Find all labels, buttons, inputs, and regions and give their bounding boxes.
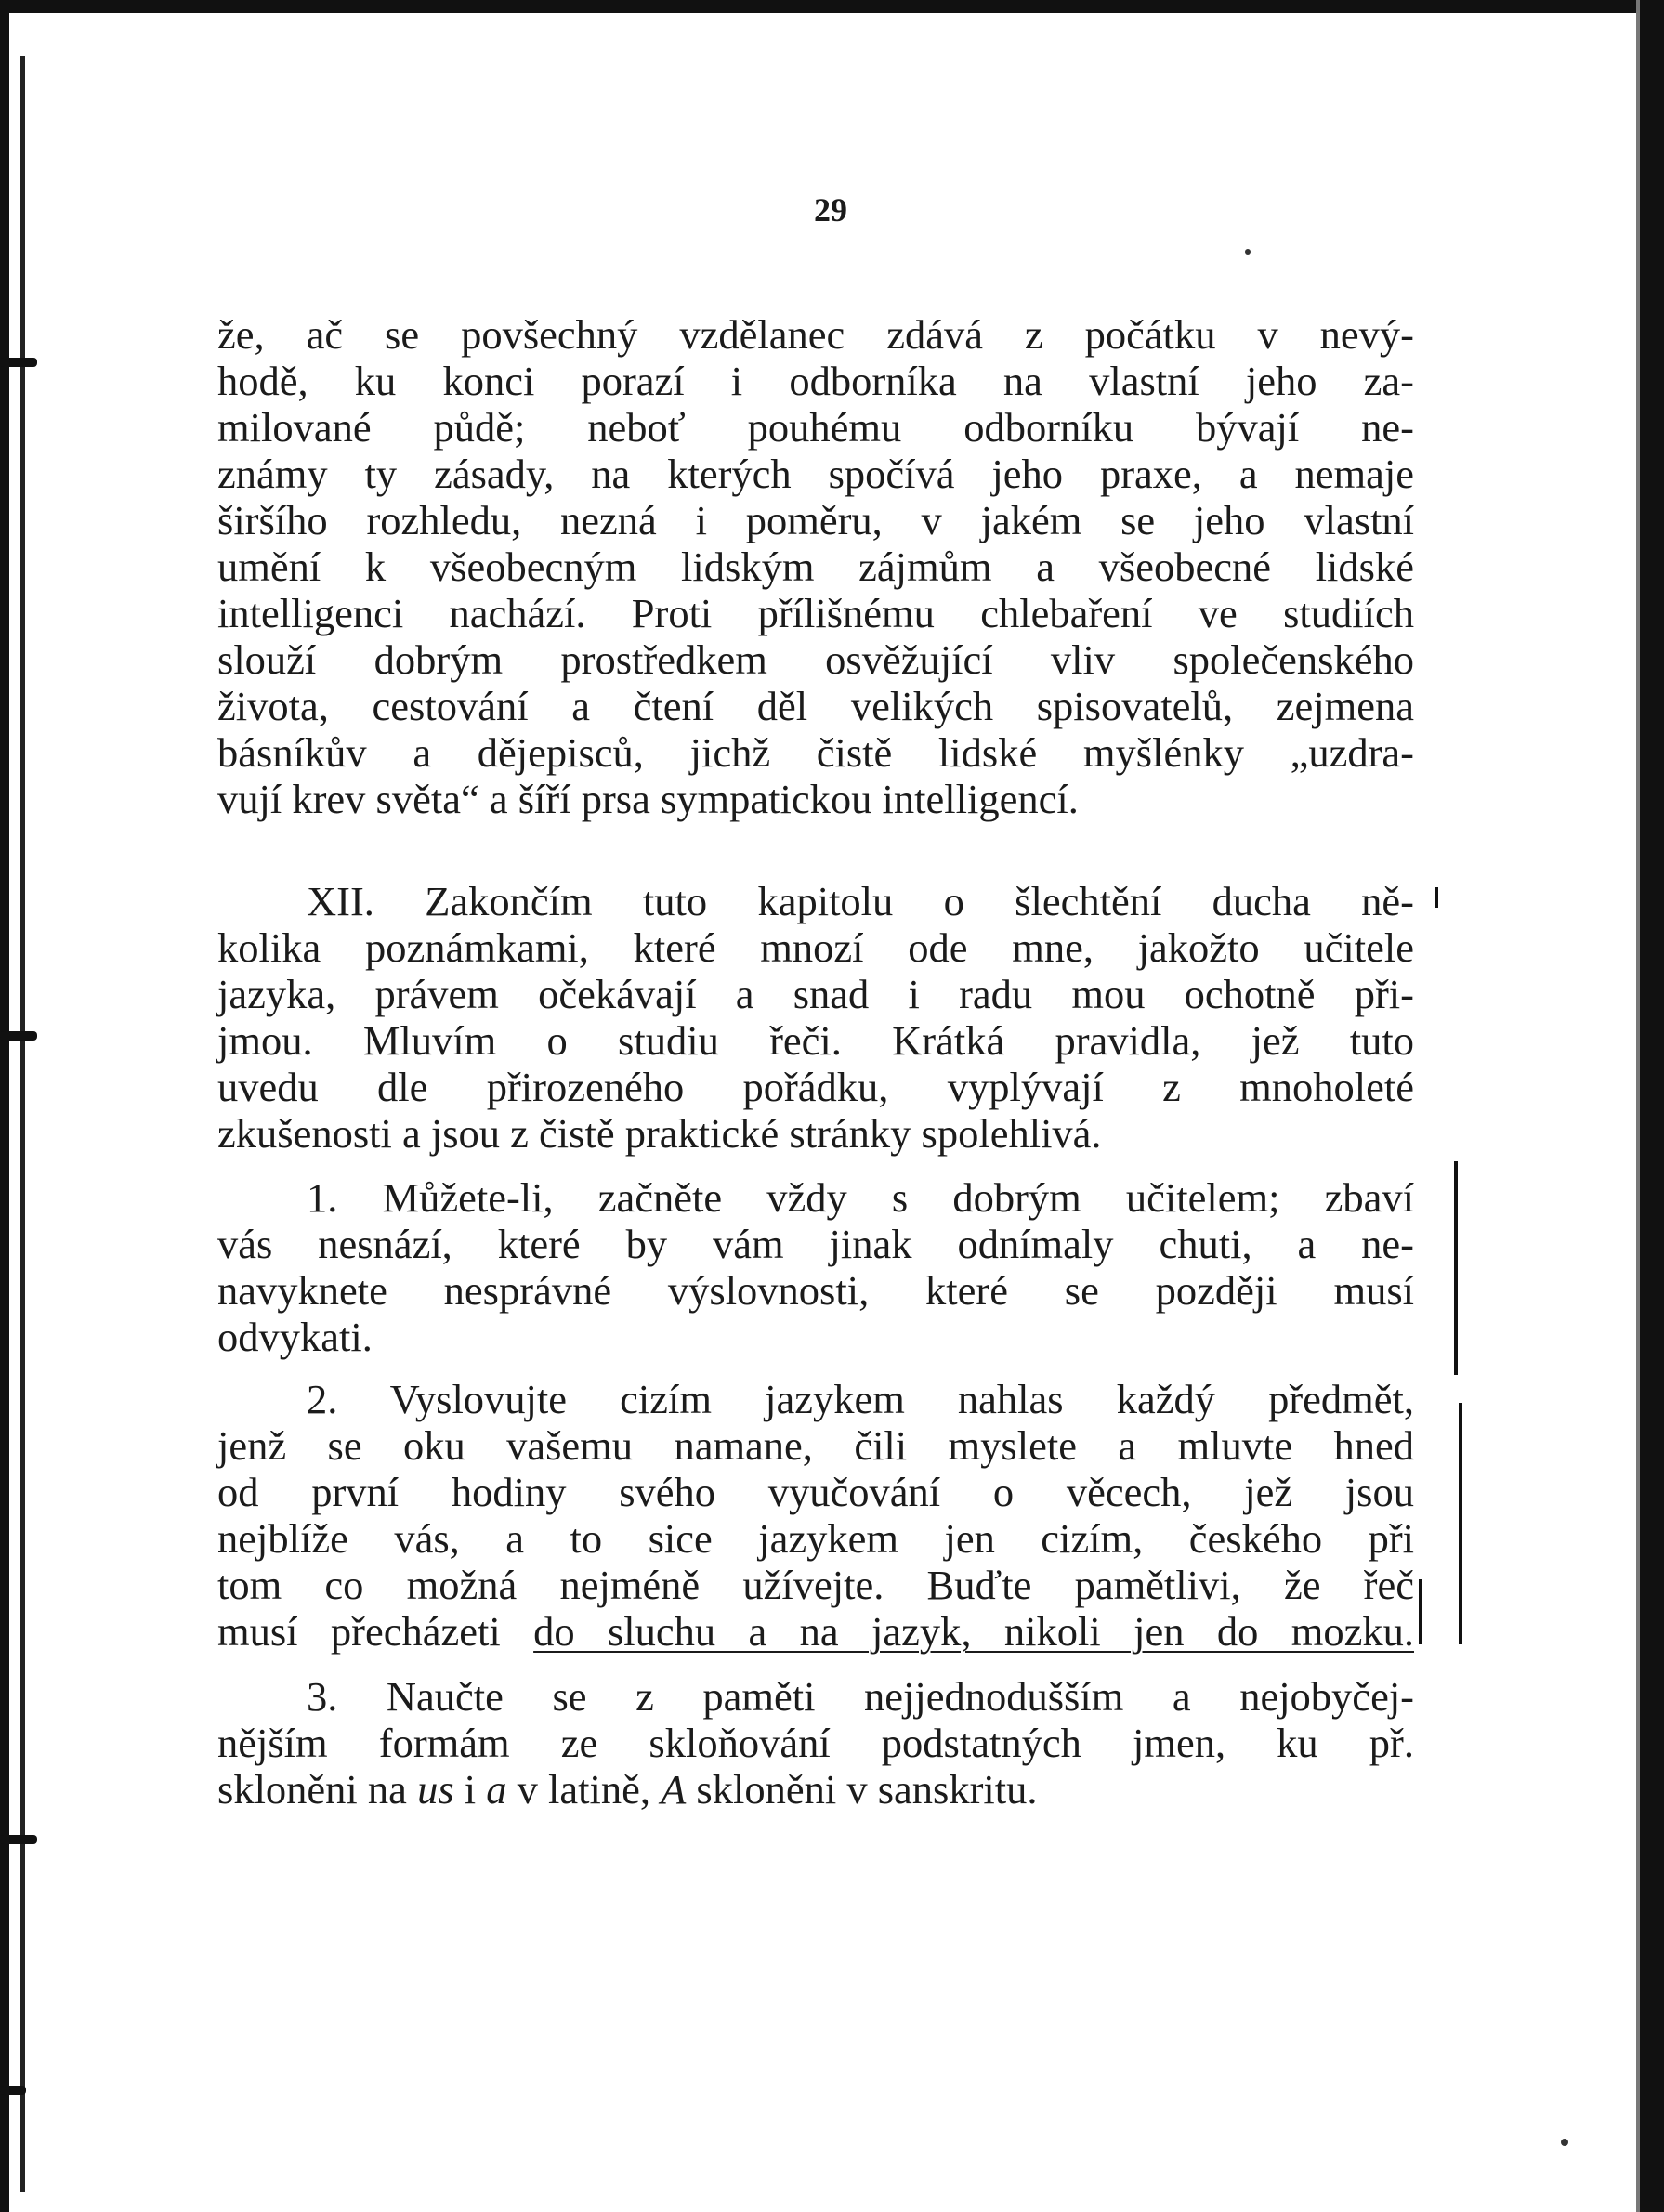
italic-term: A <box>661 1766 687 1813</box>
text-line: milované půdě; neboť pouhému odborníku bývají ne- <box>217 404 1414 451</box>
text-line: umění k všeobecným lidským zájmům a všeobecné lidské <box>217 543 1414 590</box>
text-span: v latině, <box>506 1766 662 1813</box>
text-line: jazyka, právem očekávají a snad i radu mou ochotně při- <box>217 971 1414 1017</box>
italic-term: us <box>417 1766 454 1813</box>
text-line: básníkův a dějepisců, jichž čistě lidské myšlénky „uzdra- <box>217 729 1414 776</box>
text-line: od první hodiny svého vyučování o věcech, jež jsou <box>217 1469 1414 1515</box>
text-line <box>217 1765 1414 1813</box>
text-line: odvykati. <box>217 1314 373 1360</box>
text-line: hodě, ku konci porazí i odborníka na vlastní jeho za- <box>217 358 1414 404</box>
text-line: širšího rozhledu, nezná i poměru, v jakém se jeho vlastní <box>217 497 1414 543</box>
binding-mark <box>0 1835 37 1844</box>
text-line: 2. Vyslovujte cizím jazykem nahlas každý předmět, <box>307 1376 1414 1422</box>
text-line: jmou. Mluvím o studiu řeči. Krátká pravidla, jež tuto <box>217 1017 1414 1064</box>
underlined-phrase: do sluchu a na jazyk, nikoli jen do mozku. <box>533 1608 1414 1655</box>
text-line: známy ty zásady, na kterých spočívá jeho praxe, a nemaje <box>217 451 1414 497</box>
text-line: slouží dobrým prostředkem osvěžující vliv společenského <box>217 636 1414 683</box>
binding-mark <box>0 1031 37 1041</box>
text-span: musí přecházeti <box>217 1608 534 1655</box>
page-number: 29 <box>814 191 847 229</box>
text-line: vují krev světa“ a šíří prsa sympatickou intelligencí. <box>217 776 1079 822</box>
binding-line <box>20 56 25 2192</box>
binding-mark <box>0 358 37 367</box>
text-line: jenž se oku vašemu namane, čili myslete a mluvte hned <box>217 1422 1414 1469</box>
margin-mark <box>1435 887 1438 908</box>
margin-mark <box>1419 1579 1422 1644</box>
text-line <box>217 1607 1414 1656</box>
margin-mark <box>1454 1161 1458 1375</box>
text-line: kolika poznámkami, které mnozí ode mne, jakožto učitele <box>217 924 1414 971</box>
dust-speck <box>1245 249 1251 255</box>
text-span: skloněni v sanskritu. <box>686 1766 1038 1813</box>
text-line: 1. Můžete-li, začněte vždy s dobrým učitelem; zbaví <box>307 1174 1414 1221</box>
scan-edge-right <box>1640 0 1664 2212</box>
text-line: vás nesnází, které by vám jinak odnímaly chuti, a ne- <box>217 1221 1414 1267</box>
text-line: nějším formám ze skloňování podstatných jmen, ku př. <box>217 1720 1414 1766</box>
text-line: nejblíže vás, a to sice jazykem jen cizím, českého při <box>217 1515 1414 1562</box>
text-line: intelligenci nachází. Proti přílišnému chlebaření ve studiích <box>217 590 1414 636</box>
text-line: 3. Naučte se z paměti nejjednodušším a nejobyčej- <box>307 1673 1414 1720</box>
margin-mark <box>1459 1403 1462 1644</box>
binding-mark <box>0 2086 26 2095</box>
text-line: uvedu dle přirozeného pořádku, vyplývají z mnoholeté <box>217 1064 1414 1110</box>
text-line: tom co možná nejméně užívejte. Buďte pamětlivi, že řeč <box>217 1562 1414 1608</box>
text-line: XII. Zakončím tuto kapitolu o šlechtění ducha ně- <box>307 878 1414 924</box>
text-line: života, cestování a čtení děl velikých spisovatelů, zejmena <box>217 683 1414 729</box>
italic-term: a <box>486 1766 507 1813</box>
text-span: i <box>453 1766 487 1813</box>
text-line: že, ač se povšechný vzdělanec zdává z počátku v nevý- <box>217 311 1414 358</box>
text-line: navyknete nesprávné výslovnosti, které se později musí <box>217 1267 1414 1314</box>
text-line: zkušenosti a jsou z čistě praktické stránky spolehlivá. <box>217 1110 1102 1157</box>
scan-edge-left <box>0 0 9 2212</box>
dust-speck <box>1561 2139 1568 2146</box>
text-span: skloněni na <box>217 1766 418 1813</box>
scan-edge-top <box>0 0 1664 13</box>
